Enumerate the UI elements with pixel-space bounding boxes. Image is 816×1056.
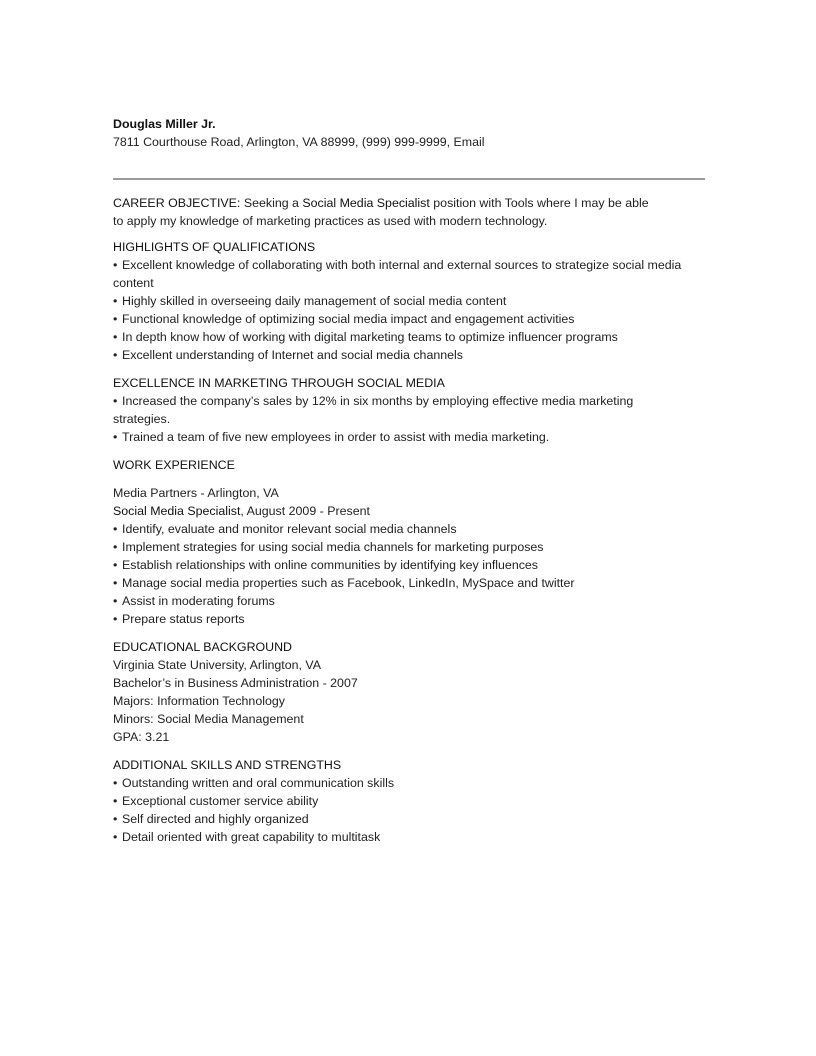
- candidate-name: Douglas Miller Jr.: [113, 117, 216, 131]
- objective-label: CAREER OBJECTIVE:: [113, 196, 241, 210]
- list-item: • Increased the company’s sales by 12% in six months by employing effective media marketing strategies.: [113, 394, 634, 426]
- list-item: • Manage social media properties such as Facebook, LinkedIn, MySpace and twitter: [113, 576, 575, 590]
- contact-line: 7811 Courthouse Road, Arlington, VA 88999, (999) 999-9999, Email: [113, 135, 485, 149]
- highlights-list: [113, 256, 713, 364]
- bullet-icon: •: [113, 540, 118, 554]
- list-item: • Establish relationships with online communities by identifying key influences: [113, 558, 538, 572]
- bullet-icon: •: [113, 594, 118, 608]
- bullet-icon: •: [113, 612, 118, 626]
- education-section: [113, 638, 713, 746]
- bullet-icon: •: [113, 830, 118, 844]
- bullet-icon: •: [113, 576, 118, 590]
- list-item: • Outstanding written and oral communication skills: [113, 776, 395, 790]
- list-item: • Self directed and highly organized: [113, 812, 309, 826]
- education-line: Virginia State University, Arlington, VA: [113, 658, 321, 672]
- objective-line2: to apply my knowledge of marketing practices as used with modern technology.: [113, 214, 548, 228]
- resume-body: [113, 194, 713, 846]
- bullet-icon: •: [113, 794, 118, 808]
- bullet-icon: •: [113, 812, 118, 826]
- excellence-list: [113, 392, 713, 446]
- list-item: • In depth know how of working with digital marketing teams to optimize influencer programs: [113, 330, 618, 344]
- list-item: • Functional knowledge of optimizing social media impact and engagement activities: [113, 312, 575, 326]
- list-item: • Trained a team of five new employees in order to assist with media marketing.: [113, 430, 550, 444]
- list-item: • Assist in moderating forums: [113, 594, 275, 608]
- employer-line: Media Partners - Arlington, VA: [113, 486, 279, 500]
- header-divider: [113, 178, 705, 180]
- job-dates: , August 2009 - Present: [240, 504, 370, 518]
- bullet-icon: •: [113, 430, 118, 444]
- bullet-icon: •: [113, 394, 118, 408]
- bullet-icon: •: [113, 312, 118, 326]
- skills-section: [113, 756, 713, 846]
- work-section: [113, 456, 713, 628]
- bullet-icon: •: [113, 348, 118, 362]
- education-line: GPA: 3.21: [113, 730, 170, 744]
- education-heading: EDUCATIONAL BACKGROUND: [113, 640, 292, 654]
- list-item: • Highly skilled in overseeing daily management of social media content: [113, 294, 507, 308]
- list-item: • Exceptional customer service ability: [113, 794, 319, 808]
- resume-header: [113, 115, 713, 151]
- objective-role: Social Media Specialist: [302, 196, 430, 210]
- list-item: • Excellent understanding of Internet and social media channels: [113, 348, 463, 362]
- bullet-icon: •: [113, 558, 118, 572]
- bullet-icon: •: [113, 776, 118, 790]
- bullet-icon: •: [113, 330, 118, 344]
- work-duties-list: [113, 520, 713, 628]
- job-title-line: [113, 502, 713, 520]
- education-line: Bachelor’s in Business Administration - 2007: [113, 676, 358, 690]
- list-item: • Prepare status reports: [113, 612, 245, 626]
- list-item: • Detail oriented with great capability to multitask: [113, 830, 381, 844]
- excellence-section: [113, 374, 713, 446]
- career-objective: [113, 194, 713, 230]
- bullet-icon: •: [113, 522, 118, 536]
- excellence-heading: EXCELLENCE IN MARKETING THROUGH SOCIAL MEDIA: [113, 376, 445, 390]
- work-heading: WORK EXPERIENCE: [113, 458, 235, 472]
- highlights-heading: HIGHLIGHTS OF QUALIFICATIONS: [113, 240, 316, 254]
- bullet-icon: •: [113, 294, 118, 308]
- objective-post: position with Tools where I may be able: [433, 196, 649, 210]
- bullet-icon: •: [113, 258, 118, 272]
- list-item: • Implement strategies for using social media channels for marketing purposes: [113, 540, 544, 554]
- job-title: Social Media Specialist: [113, 504, 241, 518]
- education-line: Minors: Social Media Management: [113, 712, 304, 726]
- highlights-section: [113, 238, 713, 364]
- objective-pre: Seeking a: [243, 196, 299, 210]
- skills-list: [113, 774, 713, 846]
- list-item: • Excellent knowledge of collaborating with both internal and external sources to strategize social media content: [113, 258, 682, 290]
- education-line: Majors: Information Technology: [113, 694, 285, 708]
- skills-heading: ADDITIONAL SKILLS AND STRENGTHS: [113, 758, 342, 772]
- list-item: • Identify, evaluate and monitor relevant social media channels: [113, 522, 457, 536]
